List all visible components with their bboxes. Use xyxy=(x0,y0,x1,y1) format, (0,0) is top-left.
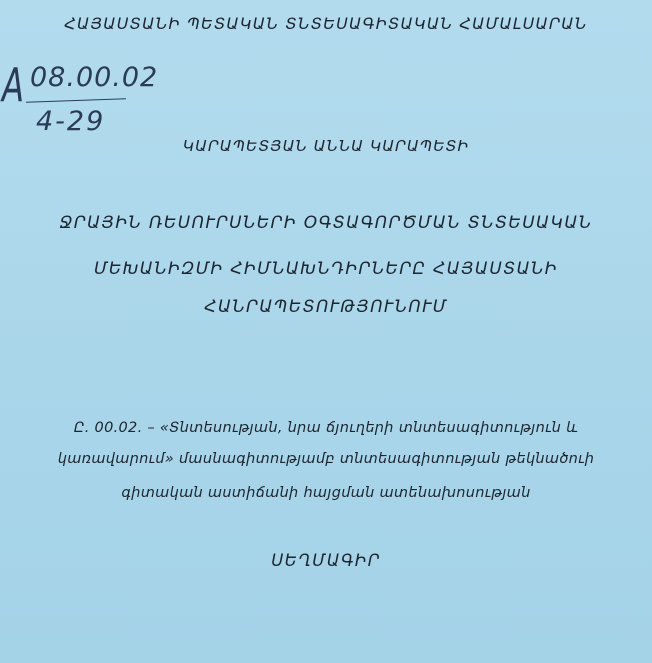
library-mark-letter: A xyxy=(2,58,25,112)
thesis-title-line-2: ՄԵԽԱՆԻԶՄԻ ՀԻՄՆԱԽՆԴԻՐՆԵՐԸ ՀԱՅԱՍՏԱՆԻ xyxy=(94,259,558,279)
library-mark-shelf: 4-29 xyxy=(36,106,106,137)
thesis-title-line-3: ՀԱՆՐԱՊԵՏՈՒԹՅՈՒՆՈՒՄ xyxy=(204,297,448,317)
university-name: ՀԱՅԱՍՏԱՆԻ ՊԵՏԱԿԱՆ ՏՆՏԵՍԱԳԻՏԱԿԱՆ ՀԱՄԱԼՍԱՐԱՆ xyxy=(64,14,588,33)
author-name: ԿԱՐԱՊԵՏՅԱՆ ԱՆՆԱ ԿԱՐԱՊԵՏԻ xyxy=(182,137,470,155)
library-mark-code: 08.00.02 xyxy=(30,62,159,93)
library-mark-divider xyxy=(26,98,126,102)
document-type: ՍԵՂՄԱԳԻՐ xyxy=(271,551,381,570)
specialty-line-1: Ը. 00.02. – «Տնտեսության, նրա ճյուղերի տնտեսագիտություն և xyxy=(73,420,579,436)
specialty-line-3: գիտական աստիճանի հայցման ատենախոսության xyxy=(121,485,531,501)
thesis-title-line-1: ՋՐԱՅԻՆ ՌԵՍՈՒՐՍՆԵՐԻ ՕԳՏԱԳՈՐԾՄԱՆ ՏՆՏԵՍԱԿԱՆ xyxy=(59,213,593,233)
specialty-line-2: կառավարում» մասնագիտությամբ տնտեսագիտության թեկնածուի xyxy=(57,451,595,467)
